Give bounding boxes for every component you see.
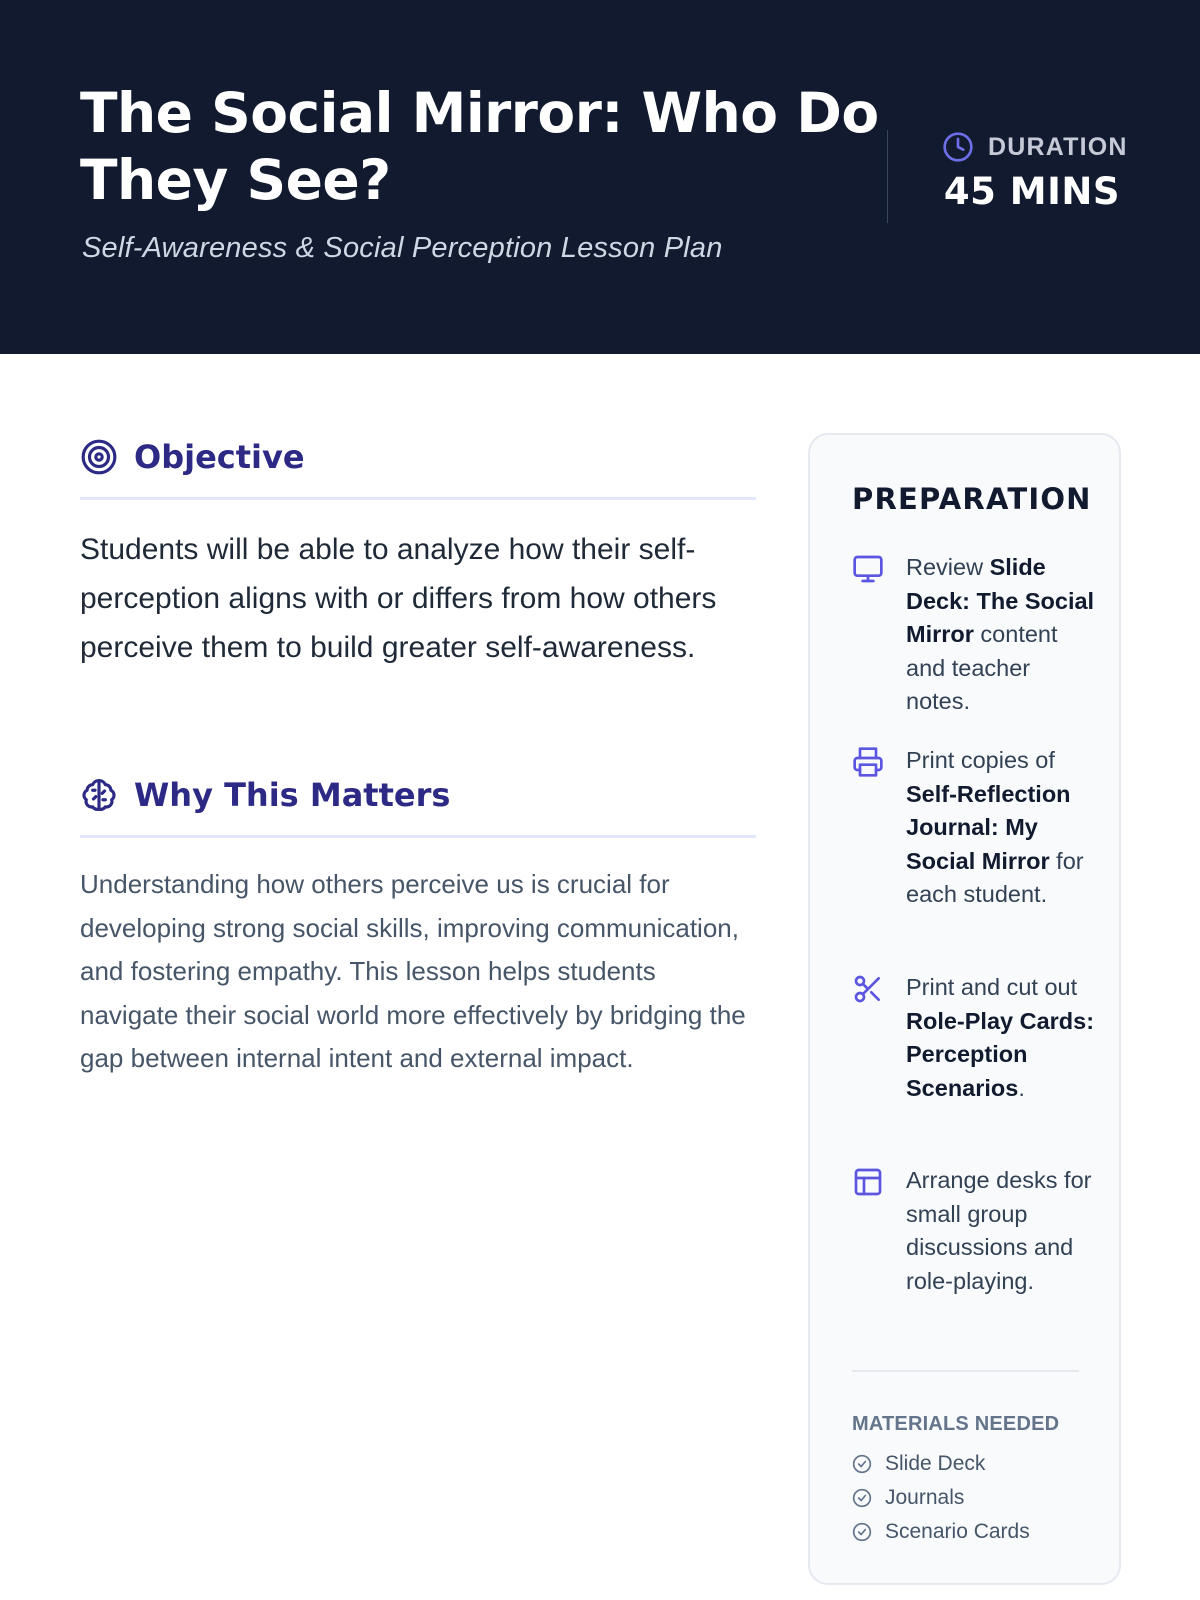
materials-title: MATERIALS NEEDED bbox=[852, 1413, 1060, 1435]
material-item bbox=[852, 1451, 985, 1477]
clock-icon bbox=[942, 131, 974, 163]
why-heading bbox=[80, 776, 756, 838]
duration-label-row bbox=[942, 130, 1128, 164]
prep-item bbox=[852, 1164, 1092, 1334]
objective-text: Students will be able to analyze how their self-perception aligns with or differs from how others perceive them to build greater self-awareness. bbox=[80, 533, 717, 664]
scissors-icon bbox=[852, 973, 884, 1005]
lesson-header bbox=[0, 0, 1200, 354]
check-circle-icon bbox=[852, 1454, 872, 1474]
material-label: Journals bbox=[885, 1486, 965, 1509]
why-text: Understanding how others perceive us is crucial for developing strong social skills, improving communication, and fostering empathy. This lesson helps students navigate their social world more effectively by bridging the gap between internal intent and external impact. bbox=[80, 869, 746, 1073]
layout-icon bbox=[852, 1166, 884, 1198]
header-divider bbox=[887, 130, 888, 223]
prep-item-text: Review Slide Deck: The Social Mirror content and teacher notes. bbox=[906, 554, 1095, 714]
prep-item bbox=[852, 744, 1092, 944]
material-label: Scenario Cards bbox=[885, 1520, 1030, 1543]
check-circle-icon bbox=[852, 1522, 872, 1542]
objective-heading bbox=[80, 438, 756, 500]
printer-icon bbox=[852, 746, 884, 778]
check-circle-icon bbox=[852, 1488, 872, 1508]
prep-item bbox=[852, 551, 1095, 721]
why-title: Why This Matters bbox=[134, 776, 451, 814]
monitor-icon bbox=[852, 553, 884, 585]
prep-item-text: Print copies of Self-Reflection Journal: My Social Mirror for each student. bbox=[906, 747, 1084, 907]
duration-value: 45 MINS bbox=[943, 170, 1120, 213]
duration-label: DURATION bbox=[988, 132, 1128, 161]
material-label: Slide Deck bbox=[885, 1452, 986, 1475]
prep-item bbox=[852, 971, 1095, 1141]
prep-item-text: Print and cut out Role-Play Cards: Perception Scenarios. bbox=[906, 974, 1095, 1101]
preparation-card bbox=[808, 433, 1121, 1585]
prep-item-text: Arrange desks for small group discussions and role-playing. bbox=[906, 1167, 1092, 1294]
objective-title: Objective bbox=[134, 438, 305, 476]
card-divider bbox=[852, 1370, 1079, 1372]
material-item bbox=[852, 1519, 1030, 1545]
page-title: The Social Mirror: Who Do They See? bbox=[80, 81, 879, 212]
target-icon bbox=[80, 438, 118, 476]
page-subtitle: Self-Awareness & Social Perception Lesson Plan bbox=[82, 232, 723, 264]
preparation-title: PREPARATION bbox=[852, 482, 1092, 516]
material-item bbox=[852, 1485, 964, 1511]
brain-icon bbox=[80, 776, 118, 814]
